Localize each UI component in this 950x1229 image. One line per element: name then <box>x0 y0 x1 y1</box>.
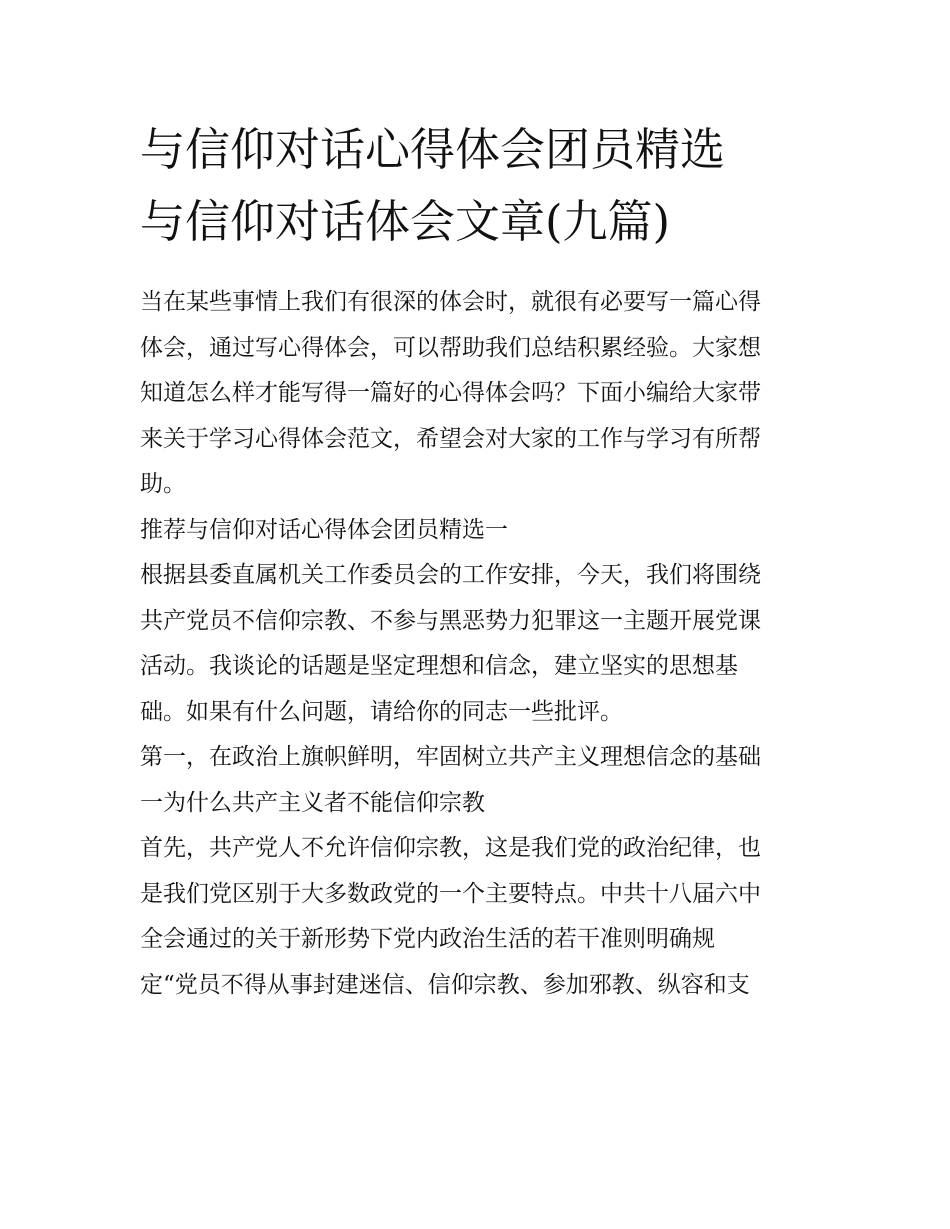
text-line: 础。如果有什么问题，请给你的同志一些批评。 <box>140 698 623 725</box>
point-heading <box>140 735 820 826</box>
intro-paragraph <box>140 280 820 508</box>
text-line: 一为什么共产主义者不能信仰宗教 <box>140 789 485 816</box>
text-line: 是我们党区别于大多数政党的一个主要特点。中共十八届六中 <box>140 880 761 907</box>
text-line: 共产党员不信仰宗教、不参与黑恶势力犯罪这一主题开展党课 <box>140 607 761 634</box>
document-title <box>140 114 820 258</box>
title-line: 与信仰对话体会文章(九篇) <box>140 195 671 248</box>
text-line: 活动。我谈论的话题是坚定理想和信念，建立坚实的思想基 <box>140 653 738 679</box>
section-heading: 推荐与信仰对话心得体会团员精选一 <box>140 516 508 543</box>
document-body <box>140 280 820 1008</box>
text-line: 首先，共产党人不允许信仰宗教，这是我们党的政治纪律，也 <box>140 835 761 861</box>
text-line: 当在某些事情上我们有很深的体会时，就很有必要写一篇心得 <box>140 289 761 315</box>
paragraph <box>140 826 820 1008</box>
title-line: 与信仰对话心得体会团员精选 <box>140 123 726 176</box>
text-line: 知道怎么样才能写得一篇好的心得体会吗？下面小编给大家带 <box>140 380 761 406</box>
text-line: 根据县委直属机关工作委员会的工作安排，今天，我们将围绕 <box>140 562 761 588</box>
text-line: 体会，通过写心得体会，可以帮助我们总结积累经验。大家想 <box>140 334 761 361</box>
paragraph <box>140 553 820 735</box>
text-line: 来关于学习心得体会范文，希望会对大家的工作与学习有所帮 <box>140 425 761 452</box>
text-line: 第一，在政治上旗帜鲜明，牢固树立共产主义理想信念的基础 <box>140 744 761 770</box>
text-line: 全会通过的关于新形势下党内政治生活的若干准则明确规 <box>140 926 715 952</box>
text-line: 定“党员不得从事封建迷信、信仰宗教、参加邪教、纵容和支 <box>140 971 750 998</box>
text-line: 助。 <box>140 471 186 497</box>
